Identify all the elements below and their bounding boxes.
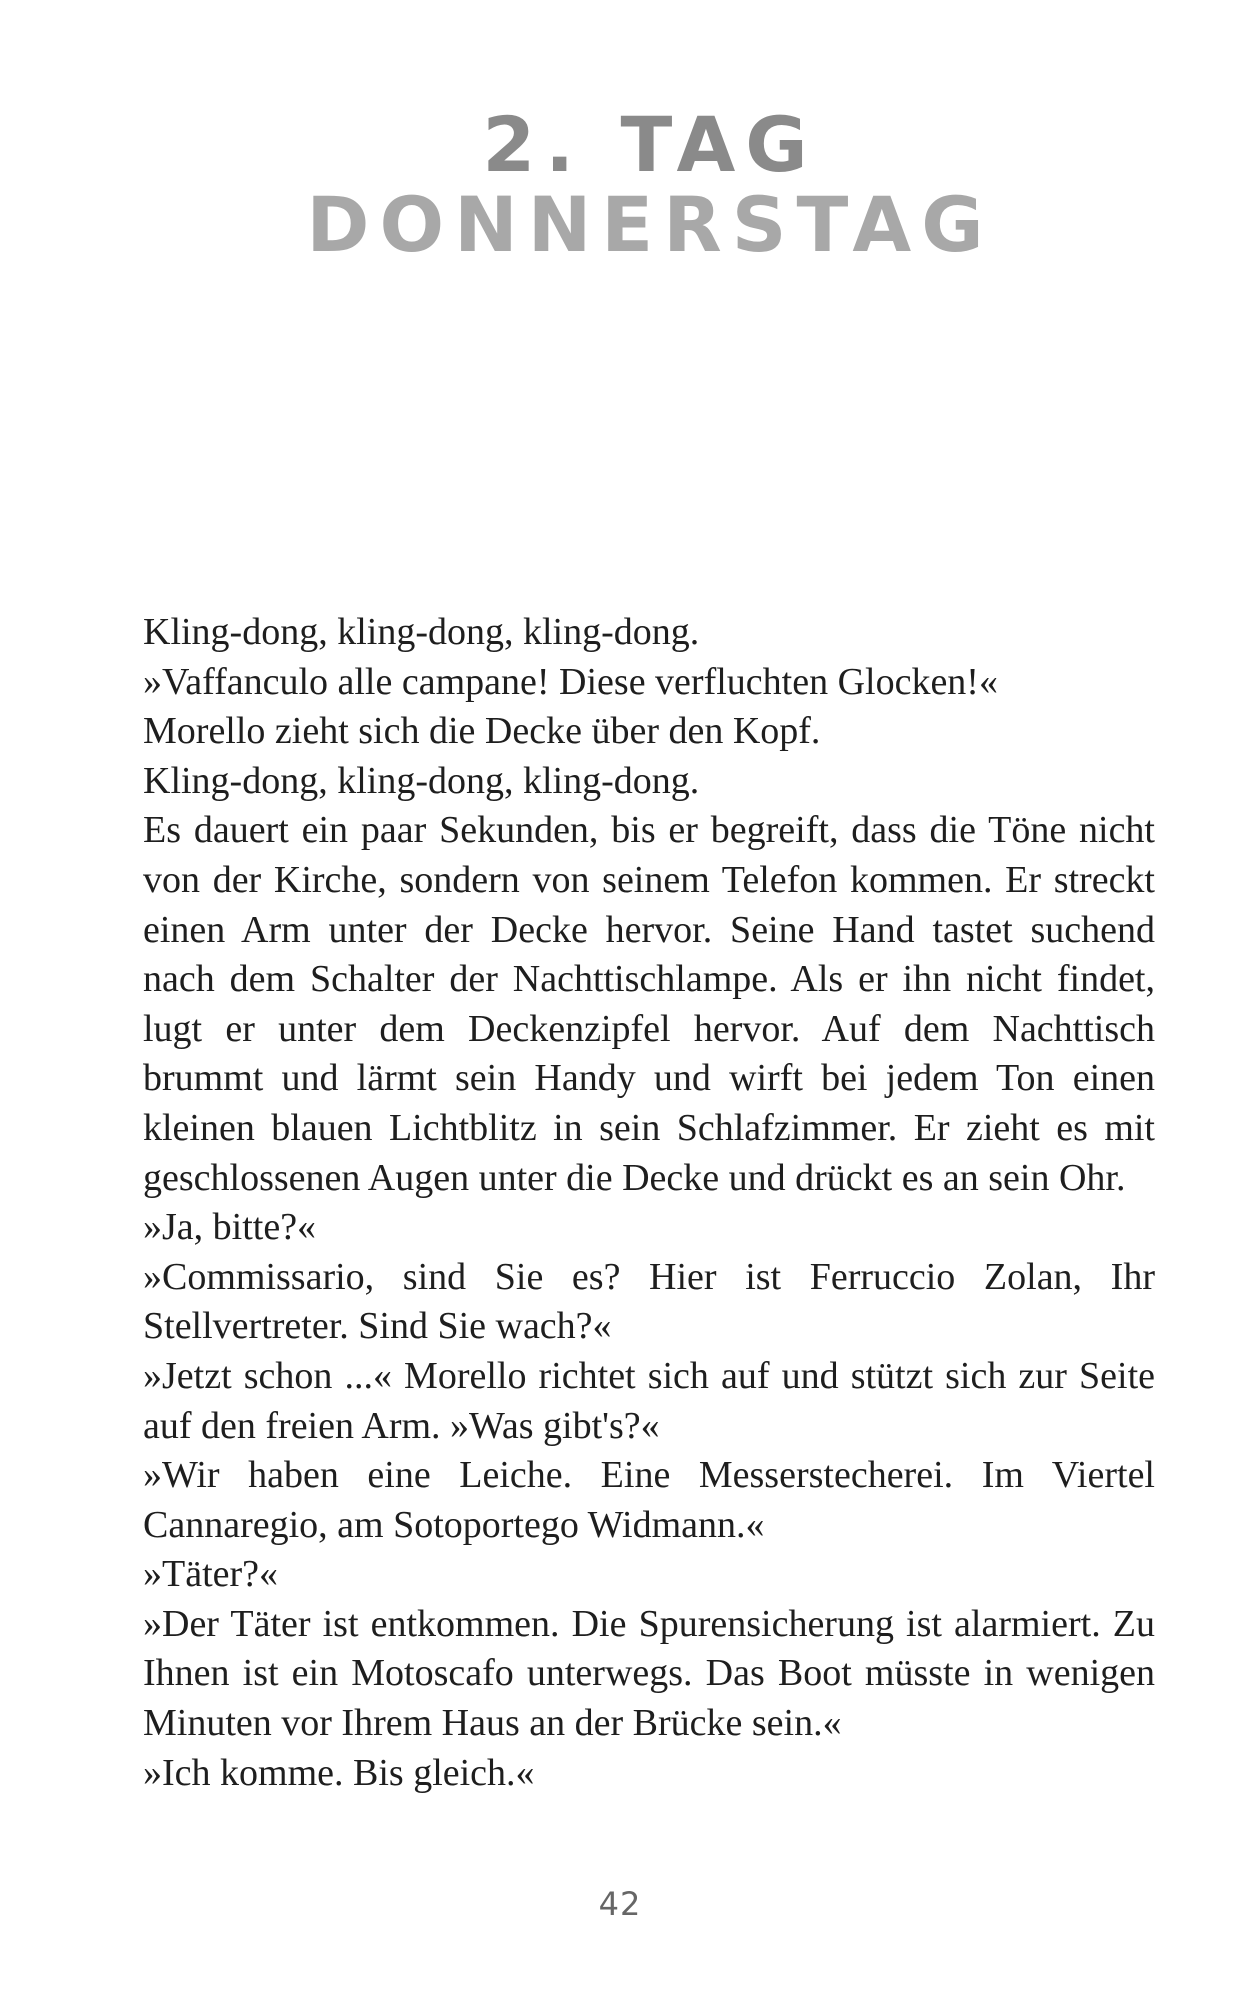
chapter-heading <box>0 100 1240 269</box>
paragraph: Kling-dong, kling-dong, kling-dong. <box>143 611 700 653</box>
paragraph: »Commissario, sind Sie es? Hier ist Ferruccio Zolan, Ihr Stellvertreter. Sind Sie wach?« <box>143 1255 1155 1348</box>
paragraph: Es dauert ein paar Sekunden, bis er begreift, dass die Töne nicht von der Kirche, sondern von seinem Telefon kommen. Er streckt einen Arm unter der Decke hervor. Seine Hand tastet suchend nach dem Schalter der Nachttischlampe. Als er ihn nicht findet, lugt er unter dem Deckenzipfel hervor. Auf dem Nachttisch brummt und lärmt sein Handy und wirft bei jedem Ton einen kleinen blauen Lichtblitz in sein Schlafzimmer. Er zieht es mit geschlossenen Augen unter die Decke und drückt es an sein Ohr. <box>143 809 1155 1199</box>
paragraph: Morello zieht sich die Decke über den Kopf. <box>143 710 821 753</box>
paragraph: »Täter?« <box>143 1553 279 1596</box>
paragraph: »Wir haben eine Leiche. Eine Messerstecherei. Im Viertel Cannaregio, am Sotoportego Widmann.« <box>143 1454 1155 1546</box>
paragraph: »Ja, bitte?« <box>143 1206 317 1249</box>
chapter-day-number: 2. TAG <box>482 100 818 189</box>
page-number: 42 <box>598 1885 642 1923</box>
paragraph: Kling-dong, kling-dong, kling-dong. <box>143 759 700 802</box>
paragraph: »Ich komme. Bis gleich.« <box>143 1751 535 1794</box>
body-text <box>143 608 1155 1798</box>
chapter-weekday: DONNERSTAG <box>306 180 994 269</box>
paragraph: »Der Täter ist entkommen. Die Spurensicherung ist alarmiert. Zu Ihnen ist ein Motoscafo unterwegs. Das Boot müsste in wenigen Minuten vor Ihrem Haus an der Brücke sein.« <box>143 1602 1155 1745</box>
paragraph: »Vaffanculo alle campane! Diese verfluchten Glocken!« <box>143 660 998 703</box>
paragraph: »Jetzt schon ...« Morello richtet sich auf und stützt sich zur Seite auf den freien Arm. »Was gibt's?« <box>143 1354 1155 1447</box>
